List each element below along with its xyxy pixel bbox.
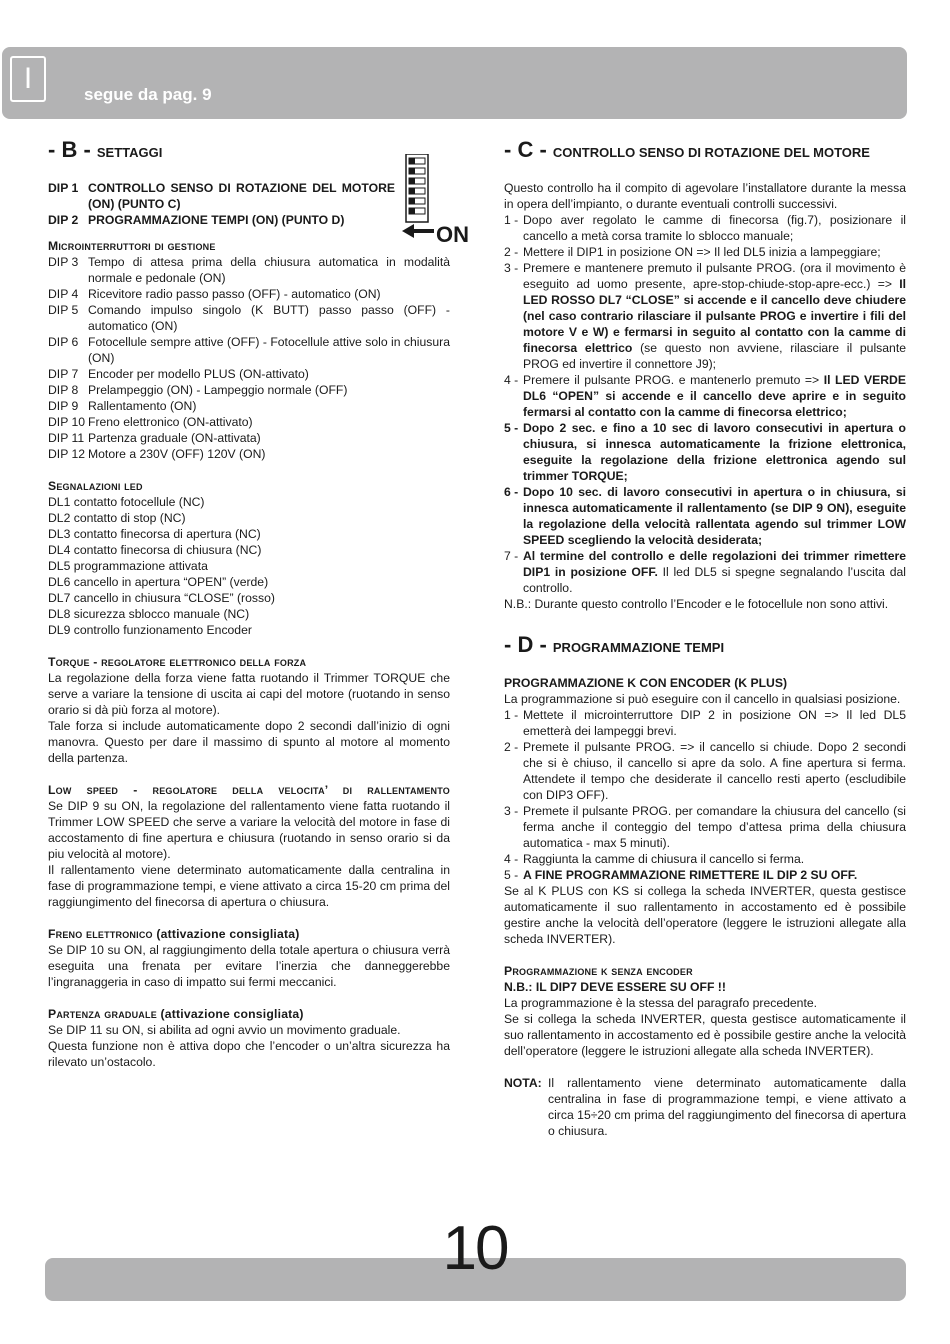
kplus-title: PROGRAMMAZIONE K CON ENCODER (K PLUS) (504, 676, 788, 690)
main-dip-list (48, 180, 395, 228)
dip-row: DIP 6 Fotocellule sempre attive (OFF) - Fotocellule attive solo in chiusura (ON) (48, 335, 450, 365)
dip-list (48, 254, 450, 462)
d-step: 4 - Raggiunta la camme di chiusura il cancello si ferma. (504, 852, 805, 866)
dip-row: DIP 5 Comando impulso singolo (K BUTT) passo passo (OFF) - automatico (ON) (48, 303, 450, 333)
c-step: 3 - Premere e mantenere premuto il pulsante PROG. (ora il movimento è eseguito ad uomo presente, apre-stop-chiude-stop-apre-ecc.) => Il LED ROSSO DL7 “CLOSE” si accende e il cancello deve chiudere (nel caso contrario rilasciare il pulsante PROG e invertire i fili del motore V e W) e fermarsi in seguito al contatto con la camme di finecorsa elettrico (se questo non avviene, rilasciare il pulsante PROG ed invertire il connettore J9); (504, 261, 906, 371)
d-step: 5 - A FINE PROGRAMMAZIONE RIMETTERE IL DIP 2 SU OFF. (504, 868, 858, 882)
c-step: 2 - Mettere il DIP1 in posizione ON => Il led DL5 inizia a lampeggiare; (504, 245, 881, 259)
partenza-paragraph: Questa funzione non è attiva dopo che l’encoder o un’altra sicurezza ha rilevato un’ostacolo. (48, 1039, 450, 1069)
kplus-intro: La programmazione si può eseguire con il cancello in qualsiasi posizione. (504, 692, 901, 706)
dip-row: DIP 12 Motore a 230V (OFF) 120V (ON) (48, 447, 266, 461)
c-step: 7 - Al termine del controllo e delle regolazioni dei trimmer rimettere DIP1 in posizione OFF. Il led DL5 si spegne segnalando l’uscita dal controllo. (504, 549, 906, 595)
d-step: 3 - Premete il pulsante PROG. per comandare la chiusura del cancello (si ferma anche il conteggio del tempo d’attesa prima della chiusura automatica - max 5 minuti). (504, 804, 906, 850)
dip-row: DIP 10 Freno elettronico (ON-attivato) (48, 415, 253, 429)
section-c-heading: - C - CONTROLLO SENSO DI ROTAZIONE DEL MOTORE (504, 137, 870, 162)
ksenza-paragraph: Se si collega la scheda INVERTER, questa gestisce automaticamente il suo rallentamento in accostamento ed è possibile gestire anche la velocità dell’operatore (leggere le istruzioni allegate alla scheda INVERTER). (504, 1012, 906, 1058)
low-speed-title: Low speed - regolatore della velocita’ di rallentamento (48, 783, 450, 797)
c-step: 5 - Dopo 2 sec. e fino a 10 sec di lavoro consecutivi in apertura o chiusura, si innesca automaticamente la frizione elettronica, eseguite la regolazione della frizione elettronica agendo sul trimmer TORQUE; (504, 421, 906, 483)
dip-row: DIP 7 Encoder per modello PLUS (ON-attivato) (48, 367, 309, 381)
ksenza-paragraph: La programmazione è la stessa del paragrafo precedente. (504, 996, 818, 1010)
right-column (504, 137, 906, 1139)
c-note: N.B.: Durante questo controllo l’Encoder e le fotocellule non sono attivi. (504, 597, 889, 611)
d-steps-list (504, 707, 906, 883)
d-step: 2 - Premete il pulsante PROG. => il cancello si chiude. Dopo 2 secondi che si è chiuso, il cancello si apre da solo. A fine apertura si ferma. Attendete il tempo che desiderate il cancello resti aperto (escludibile con DIP3 OFF). (504, 740, 906, 802)
led-item: DL6 cancello in apertura “OPEN” (verde) (48, 575, 269, 589)
section-b-heading: - B - SETTAGGI (48, 137, 163, 162)
led-item: DL7 cancello in chiusura “CLOSE” (rosso) (48, 591, 275, 605)
dip-row: DIP 2 PROGRAMMAZIONE TEMPI (ON) (PUNTO D) (48, 213, 345, 227)
dip-row: DIP 11 Partenza graduale (ON-attivata) (48, 431, 261, 445)
partenza-paragraph: Se DIP 11 su ON, si abilita ad ogni avvio un movimento graduale. (48, 1023, 401, 1037)
torque-paragraph: Tale forza si include automaticamente dopo 2 secondi dall’inizio di ogni manovra. Questo per dare il massimo di spunto al motore al momento della partenza. (48, 719, 450, 765)
dip-row: DIP 1 CONTROLLO SENSO DI ROTAZIONE DEL MOTORE (ON) (PUNTO C) (48, 181, 395, 211)
ksenza-nb: N.B.: IL DIP7 DEVE ESSERE SU OFF !! (504, 980, 726, 994)
header-title: segue da pag. 9 (84, 85, 212, 104)
dip-row: DIP 4 Ricevitore radio passo passo (OFF) - automatico (ON) (48, 287, 381, 301)
dip-row: DIP 8 Prelampeggio (ON) - Lampeggio normale (OFF) (48, 383, 348, 397)
c-step: 1 - Dopo aver regolato le camme di finecorsa (fig.7), posizionare il cancello a metà corsa tramite lo sblocco manuale; (504, 213, 906, 243)
d-step: 1 - Mettete il microinterruttore DIP 2 in posizione ON => Il led DL5 emetterà dei lampeggi brevi. (504, 708, 906, 738)
torque-paragraph: La regolazione della forza viene fatta ruotando il Trimmer TORQUE che serve a variare la tensione di uscita ai capi del motore (ruotando in senso orario si dà più forza al motore). (48, 671, 450, 717)
header-bar (2, 47, 907, 119)
led-list (48, 494, 450, 638)
led-title: Segnalazioni led (48, 479, 143, 493)
freno-paragraph: Se DIP 10 su ON, al raggiungimento della totale apertura o chiusura verrà eseguita una frenata per evitare l’inerzia che danneggerebbe l’ingranaggeria in caso di impatto sui fermi meccanici. (48, 943, 450, 989)
led-item: DL1 contatto fotocellule (NC) (48, 495, 205, 509)
torque-title: Torque - regolatore elettronico della forza (48, 655, 307, 669)
led-item: DL8 sicurezza sblocco manuale (NC) (48, 607, 250, 621)
nota-block: NOTA: Il rallentamento viene determinato automaticamente dalla centralina in fase di programmazione tempi, e viene attivato a circa 15÷20 cm prima del raggiungimento del finecorsa di apertura o chiusura. (504, 1076, 906, 1138)
led-item: DL5 programmazione attivata (48, 559, 208, 573)
dip-row: DIP 9 Rallentamento (ON) (48, 399, 197, 413)
c-step: 6 - Dopo 10 sec. di lavoro consecutivi in apertura o in chiusura, si innesca automaticamente il rallentamento (se DIP 9 ON), eseguite la regolazione della velocità rallentata agendo sul trimmer LOW SPEED scegliendo la velocità desiderata; (504, 485, 906, 547)
dip-row: DIP 3 Tempo di attesa prima della chiusura automatica in modalità normale e pedonale (ON) (48, 255, 450, 285)
micro-title: Microinterruttori di gestione (48, 239, 216, 253)
led-item: DL9 controllo funzionamento Encoder (48, 623, 252, 637)
page-number: 10 (442, 1214, 508, 1283)
section-c-intro: Questo controllo ha il compito di agevolare l’installatore durante la messa in opera dell’impianto, o durante eventuali controlli successivi. (504, 181, 906, 211)
dip-on-label: ON (436, 222, 469, 244)
led-item: DL3 contatto finecorsa di apertura (NC) (48, 527, 261, 541)
partenza-title: Partenza graduale (attivazione consigliata) (48, 1007, 304, 1021)
led-item: DL4 contatto finecorsa di chiusura (NC) (48, 543, 262, 557)
kplus-paragraph: Se al K PLUS con KS si collega la scheda INVERTER, questa gestisce automaticamente il suo rallentamento in accostamento ed è possibile gestire anche la velocità dell’operatore (leggere le istruzioni allegate alla scheda INVERTER). (504, 884, 906, 946)
language-tab: I (10, 56, 46, 102)
low-speed-paragraph: Se DIP 9 su ON, la regolazione del rallentamento viene fatta ruotando il Trimmer LOW SPEED che serve a variare la velocità del motore in fase di accostamento di fine apertura e chiusura (ruotando in senso orario si da piu velocità al motore). (48, 799, 450, 861)
c-steps-list (504, 212, 906, 596)
ksenza-title: Programmazione k senza encoder (504, 964, 693, 978)
low-speed-paragraph: Il rallentamento viene determinato automaticamente dalla centralina in fase di programmazione tempi, e viene attivato a circa 15-20 cm prima del raggiungimento del finecorsa di apertura o chiusura. (48, 863, 450, 909)
left-column (48, 137, 450, 1070)
led-item: DL2 contatto di stop (NC) (48, 511, 186, 525)
freno-title: Freno elettronico (attivazione consigliata) (48, 927, 300, 941)
section-d-heading: - D - PROGRAMMAZIONE TEMPI (504, 632, 725, 657)
c-step: 4 - Premere il pulsante PROG. e mantenerlo premuto => Il LED VERDE DL6 “OPEN” si accende e il cancello deve aprire e in seguito fermarsi al contatto con la camme di finecorsa elettrico; (504, 373, 906, 419)
